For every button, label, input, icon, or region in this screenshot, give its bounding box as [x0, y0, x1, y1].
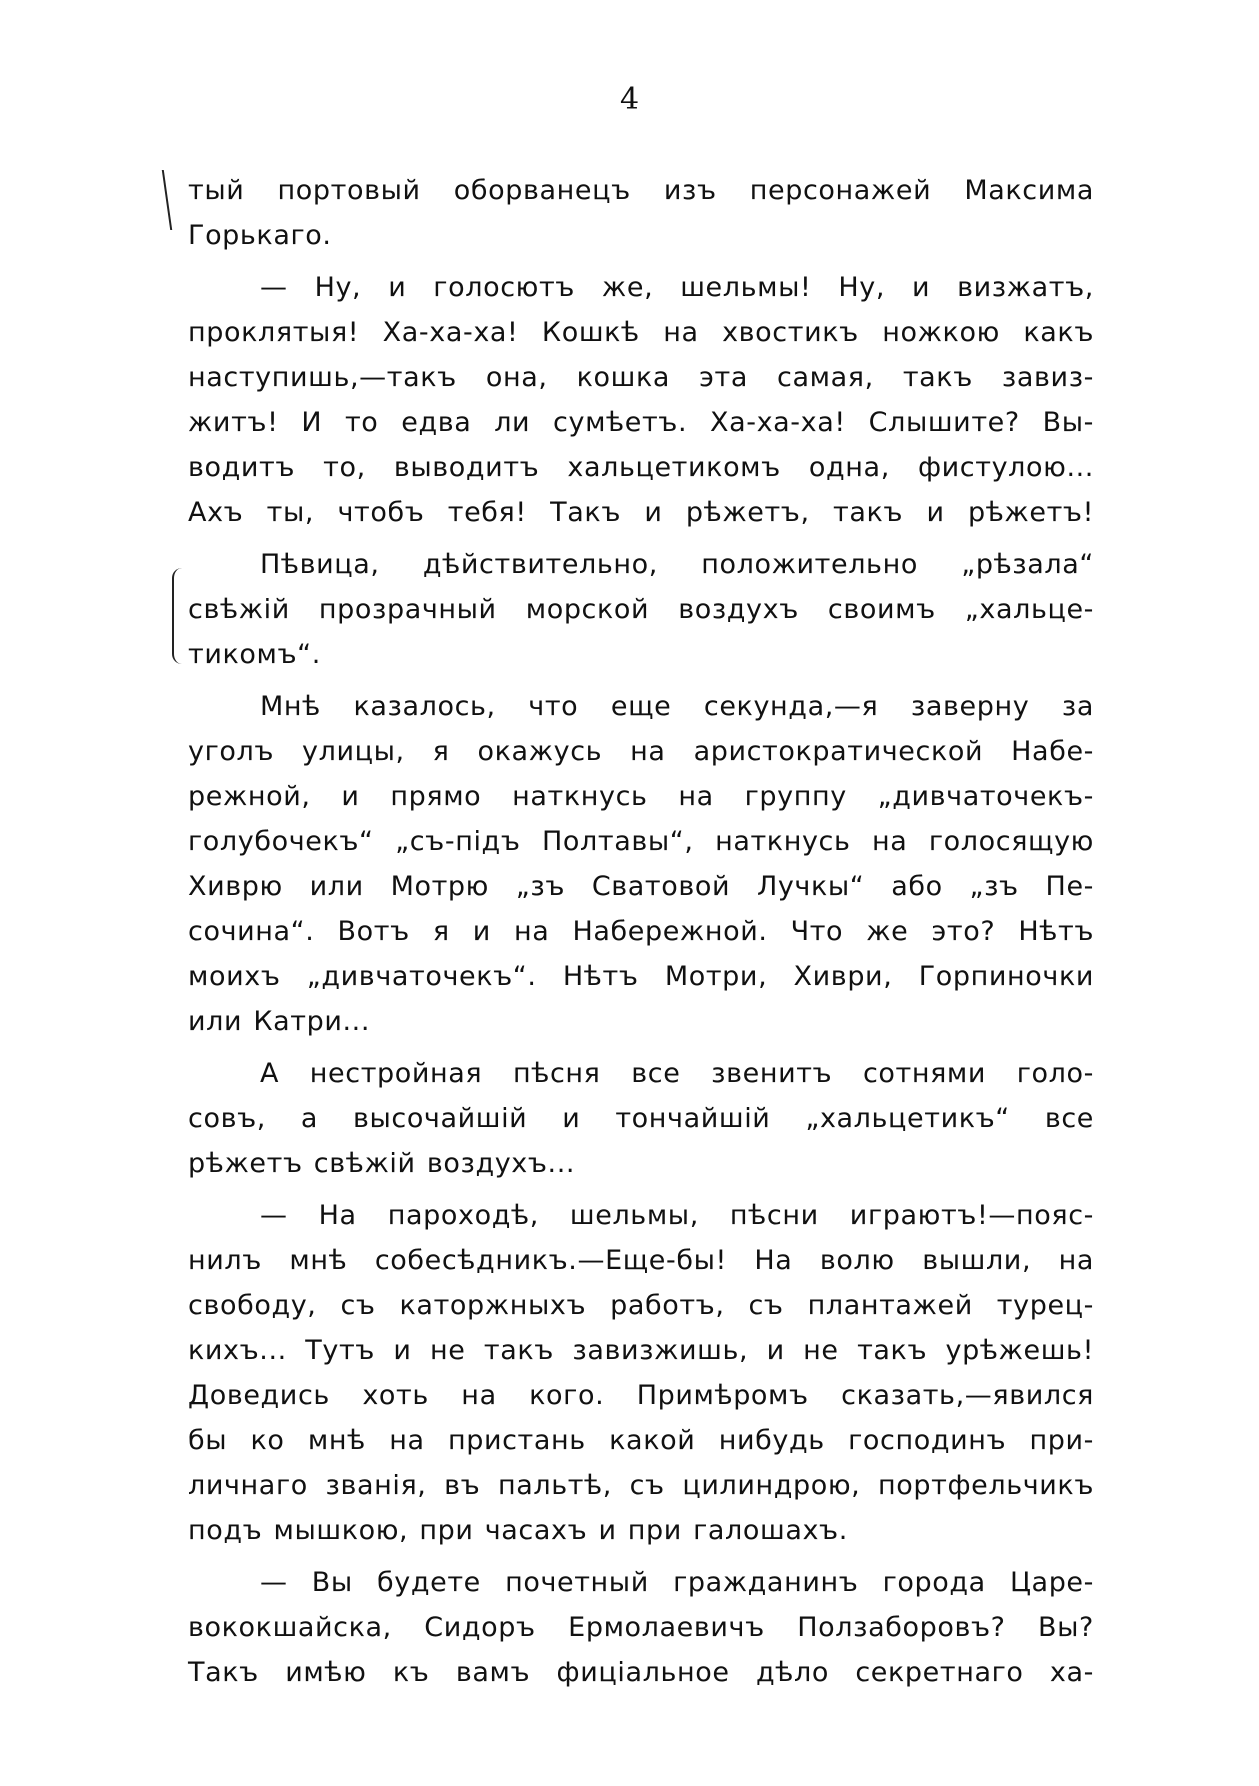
text-line: сочина“. Вотъ я и на Набережной. Что же это? Нѣтъ: [188, 916, 1094, 947]
margin-bracket-mark: [172, 568, 184, 664]
text-line: свѣжій прозрачный морской воздухъ своимъ „хальце-: [188, 594, 1094, 625]
text-line: — Вы будете почетный гражданинъ города Царе-: [260, 1567, 1094, 1598]
text-line: А нестройная пѣсня все звенитъ сотнями голо-: [260, 1058, 1094, 1089]
body-text: [188, 168, 1094, 1695]
text-line: Пѣвица, дѣйствительно, положительно „рѣзала“: [260, 549, 1094, 580]
text-line: Мнѣ казалось, что еще секунда,—я заверну за: [260, 691, 1094, 722]
text-line: режной, и прямо наткнусь на группу „дивчаточекъ-: [188, 781, 1094, 812]
text-line: личнаго званія, въ пальтѣ, съ цилиндрою, портфельчикъ: [188, 1470, 1094, 1501]
text-line: тый портовый оборванецъ изъ персонажей Максима: [188, 175, 1094, 206]
text-line: Доведись хоть на кого. Примѣромъ сказать,—явился: [188, 1380, 1094, 1411]
text-line: Горькаго.: [188, 220, 332, 251]
text-line: Хиврю или Мотрю „зъ Сватовой Лучкы“ або „зъ Пе-: [188, 871, 1094, 902]
text-line: уголъ улицы, я окажусь на аристократической Набе-: [188, 736, 1094, 767]
text-line: наступишь,—такъ она, кошка эта самая, такъ завиз-: [188, 362, 1094, 393]
text-line: рѣжетъ свѣжій воздухъ...: [188, 1148, 576, 1179]
text-line: моихъ „дивчаточекъ“. Нѣтъ Мотри, Хиври, Горпиночки: [188, 961, 1094, 992]
text-line: бы ко мнѣ на пристань какой нибудь господинъ при-: [188, 1425, 1094, 1456]
text-line: подъ мышкою, при часахъ и при галошахъ.: [188, 1515, 848, 1546]
margin-pencil-mark: [162, 170, 178, 230]
text-line: — На пароходѣ, шельмы, пѣсни играютъ!—пояс-: [260, 1200, 1094, 1231]
page-number: 4: [619, 82, 640, 117]
text-line: — Ну, и голосютъ же, шельмы! Ну, и визжатъ,: [260, 272, 1094, 303]
text-line: Ахъ ты, чтобъ тебя! Такъ и рѣжетъ, такъ и рѣжетъ!: [188, 497, 1094, 528]
text-line: нилъ мнѣ собесѣдникъ.—Еще-бы! На волю вышли, на: [188, 1245, 1094, 1276]
text-line: вококшайска, Сидоръ Ермолаевичъ Ползаборовъ? Вы?: [188, 1612, 1094, 1643]
text-line: житъ! И то едва ли сумѣетъ. Ха-ха-ха! Слышите? Вы-: [188, 407, 1094, 438]
text-line: голубочекъ“ „съ-підъ Полтавы“, наткнусь на голосящую: [188, 826, 1094, 857]
text-line: водитъ то, выводитъ хальцетикомъ одна, фистулою...: [188, 452, 1094, 483]
text-line: свободу, съ каторжныхъ работъ, съ плантажей турец-: [188, 1290, 1094, 1321]
text-line: совъ, а высочайшій и тончайшій „хальцетикъ“ все: [188, 1103, 1094, 1134]
text-line: проклятыя! Ха-ха-ха! Кошкѣ на хвостикъ ножкою какъ: [188, 317, 1094, 348]
text-line: тикомъ“.: [188, 639, 321, 670]
text-line: Такъ имѣю къ вамъ фиціальное дѣло секретнаго ха-: [188, 1657, 1094, 1688]
text-line: кихъ... Тутъ и не такъ завизжишь, и не такъ урѣжешь!: [188, 1335, 1094, 1366]
text-line: или Катри...: [188, 1006, 371, 1037]
